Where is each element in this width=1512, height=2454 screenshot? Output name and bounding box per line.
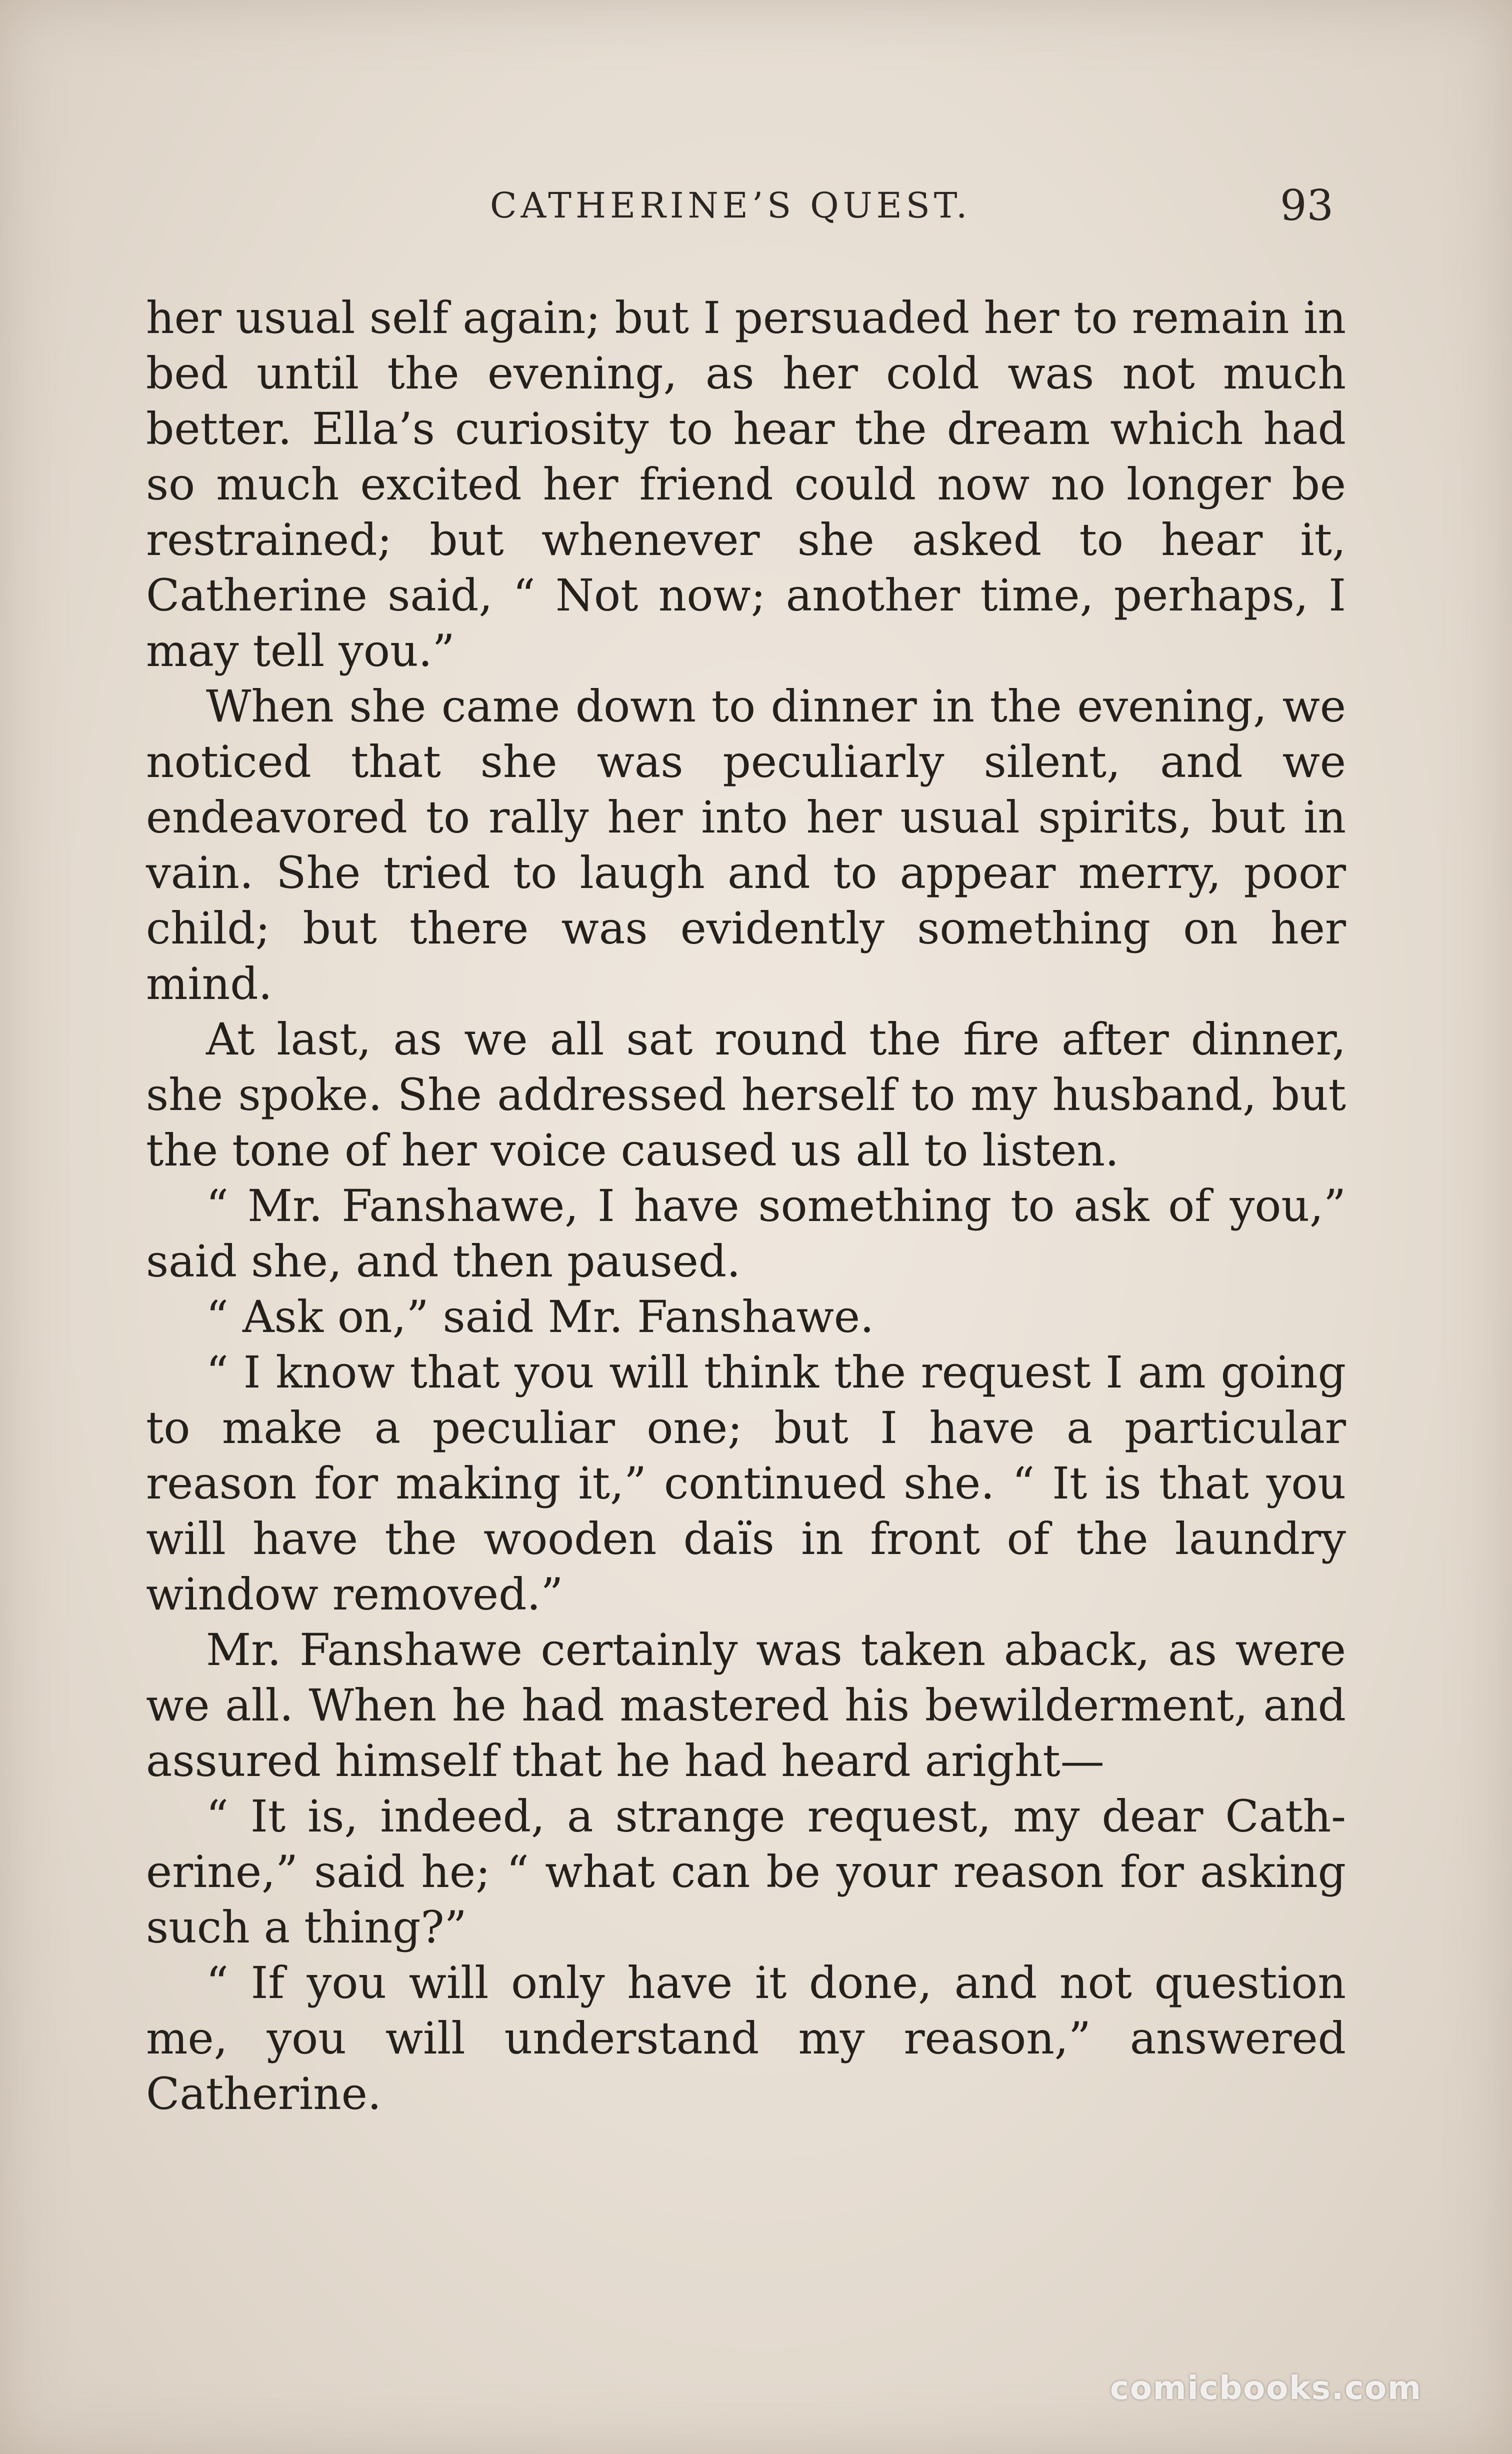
paragraph: Mr. Fanshawe certainly was taken aback, as were we all. When he had mastered his bewilderment, and assured himself that he had heard aright— <box>146 1624 1346 1786</box>
page-number: 93 <box>1280 181 1334 230</box>
running-head: CATHERINE’S QUEST. <box>490 185 972 226</box>
paragraph: At last, as we all sat round the fire after dinner, she spoke. She addressed herself to my husband, but the tone of her voice caused us all to listen. <box>146 1014 1346 1176</box>
paragraph: When she came down to dinner in the evening, we noticed that she was peculiarly silent, and we endeavored to rally her into her usual spirits, but in vain. She tried to laugh and to appear merry, poor child; but there was evidently something on her mind. <box>146 680 1346 1010</box>
paragraph: “ Ask on,” said Mr. Fanshawe. <box>206 1291 874 1342</box>
paragraph: “ It is, indeed, a strange request, my dear Catherine,” said he; “ what can be your reason for asking such a thing?” <box>146 1790 1346 1953</box>
watermark: comicbooks.com <box>1110 2370 1422 2407</box>
paragraph: “ If you will only have it done, and not question me, you will understand my reason,” answered Catherine. <box>146 1957 1346 2120</box>
paragraph: her usual self again; but I persuaded her to remain in bed until the evening, as her cold was not much better. Ella’s curiosity to hear the dream which had so much excited her friend could now no longer be restrained; but whenever she asked to hear it, Catherine said, “ Not now; another time, perhaps, I may tell you.” <box>146 292 1346 676</box>
paragraph: “ I know that you will think the request I am going to make a peculiar one; but I have a particular reason for making it,” continued she. “ It is that you will have the wooden daïs in front of the laundry window removed.” <box>146 1346 1346 1620</box>
body-text <box>146 290 1346 2122</box>
paragraph: “ Mr. Fanshawe, I have something to ask of you,” said she, and then paused. <box>146 1180 1346 1287</box>
